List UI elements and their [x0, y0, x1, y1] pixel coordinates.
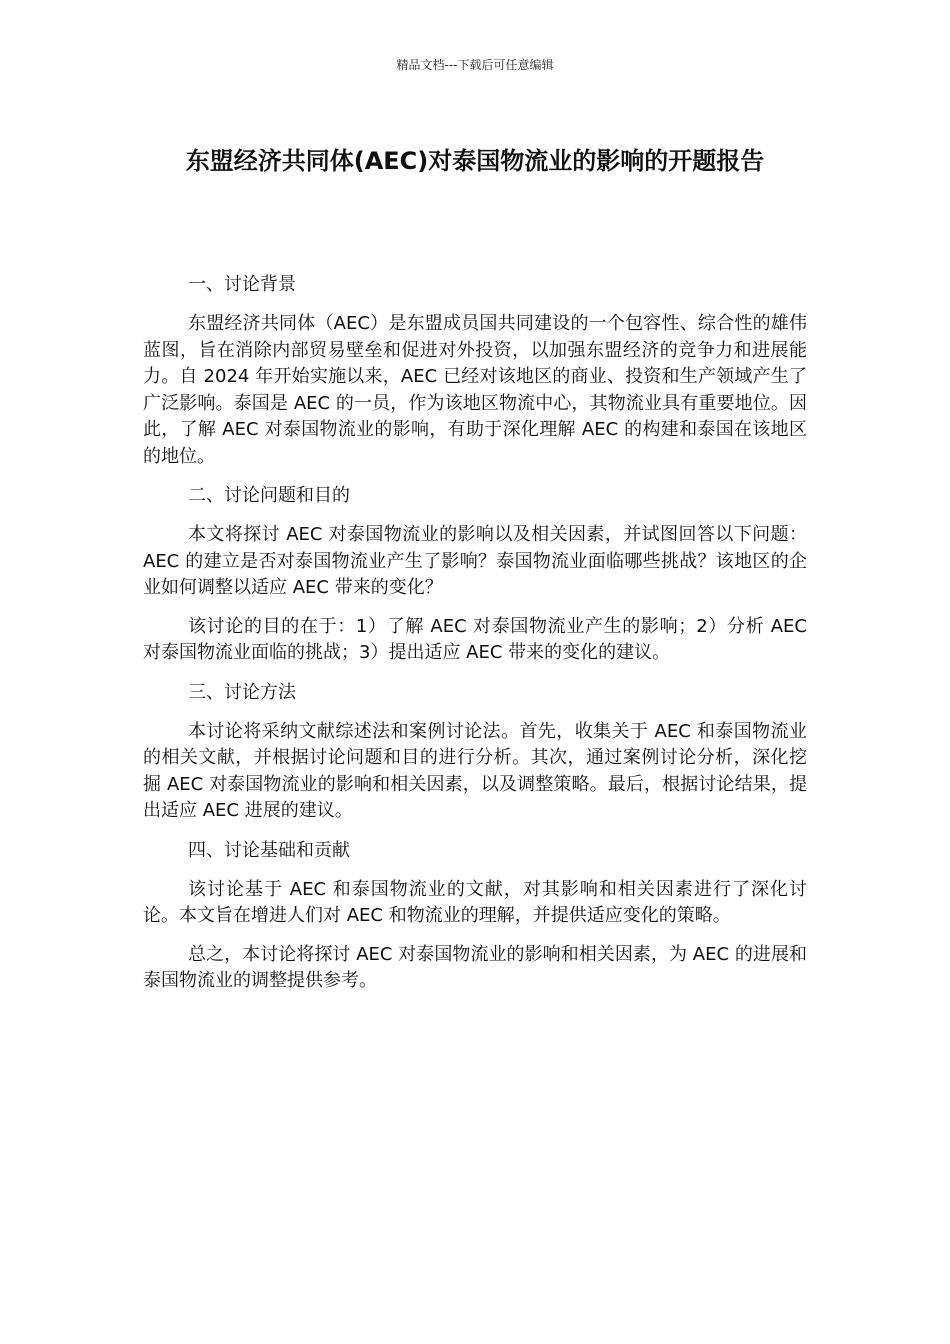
section-heading-contribution: 四、讨论基础和贡献: [188, 839, 350, 861]
paragraph-contribution: 该讨论基于 AEC 和泰国物流业的文献，对其影响和相关因素进行了深化讨论。本文旨在增进人们对 AEC 和物流业的理解，并提供适应变化的策略。: [143, 878, 807, 926]
paragraph-objectives: 该讨论的目的在于：1）了解 AEC 对泰国物流业产生的影响；2）分析 AEC 对泰国物流业面临的挑战；3）提出适应 AEC 带来的变化的建议。: [143, 615, 807, 663]
paragraph-background: 东盟经济共同体（AEC）是东盟成员国共同建设的一个包容性、综合性的雄伟蓝图，旨在消除内部贸易壁垒和促进对外投资，以加强东盟经济的竞争力和进展能力。自 2024 年开始实施以来，AEC 已经对该地区的商业、投资和生产领域产生了广泛影响。泰国是 AEC 的一员，作为该地区物流中心，其物流业具有重要地位。因此，了解 AEC 对泰国物流业的影响，有助于深化理解 AEC 的构建和泰国在该地区的地位。: [143, 313, 807, 467]
paragraph-questions: 本文将探讨 AEC 对泰国物流业的影响以及相关因素，并试图回答以下问题：AEC 的建立是否对泰国物流业产生了影响？泰国物流业面临哪些挑战？该地区的企业如何调整以适应 AEC 带来的变化？: [143, 524, 807, 598]
section-heading-background: 一、讨论背景: [188, 274, 296, 295]
paragraph-conclusion: 总之，本讨论将探讨 AEC 对泰国物流业的影响和相关因素，为 AEC 的进展和泰国物流业的调整提供参考。: [143, 943, 807, 991]
paragraph-methods: 本讨论将采纳文献综述法和案例讨论法。首先，收集关于 AEC 和泰国物流业的相关文献，并根据讨论问题和目的进行分析。其次，通过案例讨论分析，深化挖掘 AEC 对泰国物流业的影响和相关因素，以及调整策略。最后，根据讨论结果，提出适应 AEC 进展的建议。: [143, 720, 807, 821]
section-heading-methods: 三、讨论方法: [188, 681, 296, 703]
section-heading-questions: 二、讨论问题和目的: [188, 485, 350, 506]
header-note: 精品文档---下载后可任意编辑: [396, 58, 554, 72]
document-body: [143, 271, 807, 1007]
document-title: 东盟经济共同体(AEC)对泰国物流业的影响的开题报告: [185, 147, 765, 175]
